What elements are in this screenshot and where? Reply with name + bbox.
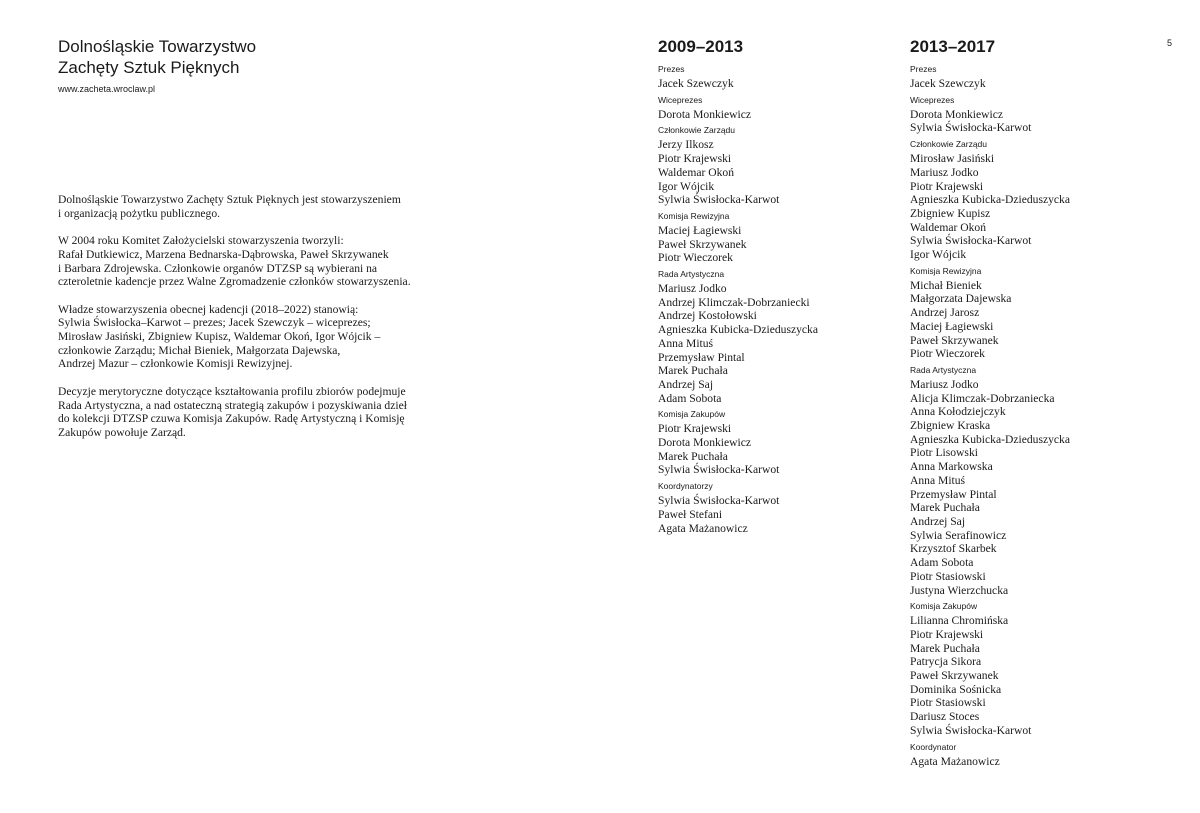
member-name: Anna Mituś xyxy=(658,336,714,350)
member-name: Piotr Stasiowski xyxy=(910,696,986,710)
term-title: 2009–2013 xyxy=(658,37,744,56)
organization-title-line: Zachęty Sztuk Pięknych xyxy=(58,58,240,77)
section-label: Koordynator xyxy=(910,741,957,752)
name-list xyxy=(910,77,1150,91)
name-list xyxy=(910,152,1150,262)
section-label: Rada Artystyczna xyxy=(910,364,977,375)
member-name: Dariusz Stoces xyxy=(910,710,980,724)
member-name: Mariusz Jodko xyxy=(910,377,979,391)
name-list xyxy=(910,279,1150,361)
name-list xyxy=(910,755,1150,769)
intro-line: Zakupów powołuje Zarząd. xyxy=(58,425,186,439)
section-label: Członkowie Zarządu xyxy=(910,139,988,150)
name-list xyxy=(658,224,898,265)
intro-line: Sylwia Świsłocka–Karwot – prezes; Jacek Szewczyk – wiceprezes; xyxy=(58,316,371,330)
section-label: Prezes xyxy=(658,64,685,74)
section-label: Członkowie Zarządu xyxy=(658,125,736,136)
member-name: Michał Bieniek xyxy=(910,278,982,292)
intro-line: Decyzje merytoryczne dotyczące kształtowania profilu zbiorów podejmuje xyxy=(58,384,406,398)
member-name: Mirosław Jasiński xyxy=(910,152,995,166)
member-name: Andrzej Kostołowski xyxy=(658,309,757,323)
intro-line: Andrzej Mazur – członkowie Komisji Rewizyjnej. xyxy=(58,357,293,371)
member-name: Anna Markowska xyxy=(910,460,993,474)
member-name: Piotr Krajewski xyxy=(910,627,984,641)
member-name: Marek Puchała xyxy=(658,449,728,463)
intro-paragraph xyxy=(58,385,438,440)
member-name: Piotr Krajewski xyxy=(910,179,984,193)
member-name: Przemysław Pintal xyxy=(658,350,745,364)
section-label: Komisja Zakupów xyxy=(658,409,726,420)
intro-line: Rada Artystyczna, a nad ostateczną strategią zakupów i pozyskiwania dzieł xyxy=(58,398,407,412)
intro-line: Dolnośląskie Towarzystwo Zachęty Sztuk Pięknych jest stowarzyszeniem xyxy=(58,193,401,206)
organization-title-line: Dolnośląskie Towarzystwo xyxy=(58,37,257,56)
member-name: Agnieszka Kubicka-Dzieduszycka xyxy=(658,323,818,337)
intro-paragraph xyxy=(58,303,438,372)
member-name: Waldemar Okoń xyxy=(658,165,735,179)
member-name: Waldemar Okoń xyxy=(910,220,987,234)
section-label: Komisja Zakupów xyxy=(910,601,978,612)
name-list xyxy=(910,108,1150,135)
name-list xyxy=(658,108,898,122)
page-number: 5 xyxy=(1167,38,1173,48)
member-name: Piotr Wieczorek xyxy=(658,251,733,265)
member-name: Zbigniew Kupisz xyxy=(910,206,991,220)
intro-line: członkowie Zarządu; Michał Bieniek, Małgorzata Dajewska, xyxy=(58,343,341,357)
member-name: Lilianna Chromińska xyxy=(910,614,1009,628)
member-name: Dominika Sośnicka xyxy=(910,682,1002,696)
member-name: Agnieszka Kubicka-Dzieduszycka xyxy=(910,432,1070,446)
term-column-2009-2013 xyxy=(658,36,898,539)
member-name: Krzysztof Skarbek xyxy=(910,542,997,556)
member-name: Dorota Monkiewicz xyxy=(658,107,752,121)
intro-line: i organizacją pożytku publicznego. xyxy=(58,206,221,220)
member-name: Zbigniew Kraska xyxy=(910,419,991,433)
member-name: Małgorzata Dajewska xyxy=(910,292,1012,306)
section-label: Koordynatorzy xyxy=(658,481,713,492)
member-name: Przemysław Pintal xyxy=(910,487,997,501)
member-name: Paweł Skrzywanek xyxy=(910,333,999,347)
member-name: Paweł Skrzywanek xyxy=(910,669,999,683)
member-name: Andrzej Saj xyxy=(658,377,714,391)
name-list xyxy=(910,614,1150,737)
member-name: Marek Puchała xyxy=(658,364,728,378)
name-list xyxy=(658,494,898,535)
member-name: Sylwia Serafinowicz xyxy=(910,528,1007,542)
term-title: 2013–2017 xyxy=(910,37,996,56)
member-name: Jacek Szewczyk xyxy=(658,77,734,90)
member-name: Agnieszka Kubicka-Dzieduszycka xyxy=(910,193,1070,207)
member-name: Mariusz Jodko xyxy=(910,165,979,179)
member-name: Sylwia Świsłocka-Karwot xyxy=(658,193,780,207)
intro-line: i Barbara Zdrojewska. Członkowie organów DTZSP są wybierani na xyxy=(58,261,378,275)
intro-paragraph xyxy=(58,234,438,289)
intro-paragraph xyxy=(58,193,438,220)
member-name: Andrzej Saj xyxy=(910,514,966,528)
member-name: Alicja Klimczak-Dobrzaniecka xyxy=(910,391,1055,405)
organization-title xyxy=(58,36,256,78)
member-name: Igor Wójcik xyxy=(910,248,967,262)
member-name: Sylwia Świsłocka-Karwot xyxy=(658,494,780,508)
member-name: Agata Mażanowicz xyxy=(910,754,1000,768)
name-list xyxy=(658,282,898,405)
name-list xyxy=(658,422,898,477)
member-name: Dorota Monkiewicz xyxy=(910,107,1004,121)
section-label: Rada Artystyczna xyxy=(658,269,725,280)
member-name: Piotr Lisowski xyxy=(910,446,978,460)
member-name: Sylwia Świsłocka-Karwot xyxy=(910,234,1032,248)
member-name: Patrycja Sikora xyxy=(910,655,982,669)
member-name: Maciej Łagiewski xyxy=(658,223,742,237)
intro-line: Władze stowarzyszenia obecnej kadencji (2018–2022) stanowią: xyxy=(58,302,359,316)
member-name: Igor Wójcik xyxy=(658,179,715,193)
section-label: Komisja Rewizyjna xyxy=(658,210,730,221)
section-label: Prezes xyxy=(910,64,937,74)
intro-text xyxy=(58,193,438,453)
organization-url: www.zacheta.wroclaw.pl xyxy=(58,84,156,94)
member-name: Andrzej Jarosz xyxy=(910,306,980,320)
member-name: Piotr Stasiowski xyxy=(910,569,986,583)
member-name: Adam Sobota xyxy=(658,391,722,405)
member-name: Paweł Stefani xyxy=(658,507,723,521)
name-list xyxy=(658,77,898,91)
member-name: Jerzy Ilkosz xyxy=(658,138,714,152)
member-name: Jacek Szewczyk xyxy=(910,77,986,90)
member-name: Dorota Monkiewicz xyxy=(658,436,752,450)
intro-line: czteroletnie kadencje przez Walne Zgromadzenie członków stowarzyszenia. xyxy=(58,275,411,289)
member-name: Piotr Krajewski xyxy=(658,422,732,436)
name-list xyxy=(658,138,898,207)
member-name: Anna Mituś xyxy=(910,473,966,487)
section-label: Komisja Rewizyjna xyxy=(910,265,982,276)
member-name: Marek Puchała xyxy=(910,501,980,515)
member-name: Paweł Skrzywanek xyxy=(658,237,747,251)
name-list xyxy=(910,378,1150,597)
member-name: Anna Kołodziejczyk xyxy=(910,405,1006,419)
member-name: Sylwia Świsłocka-Karwot xyxy=(910,723,1032,737)
intro-line: do kolekcji DTZSP czuwa Komisja Zakupów. Radę Artystyczną i Komisję xyxy=(58,412,405,426)
intro-line: Mirosław Jasiński, Zbigniew Kupisz, Waldemar Okoń, Igor Wójcik – xyxy=(58,330,381,343)
member-name: Sylwia Świsłocka-Karwot xyxy=(658,463,780,477)
member-name: Justyna Wierzchucka xyxy=(910,583,1009,597)
member-name: Adam Sobota xyxy=(910,556,974,570)
section-label: Wiceprezes xyxy=(910,94,955,105)
member-name: Sylwia Świsłocka-Karwot xyxy=(910,121,1032,135)
member-name: Piotr Wieczorek xyxy=(910,347,985,361)
section-label: Wiceprezes xyxy=(658,94,703,105)
intro-line: W 2004 roku Komitet Założycielski stowarzyszenia tworzyli: xyxy=(58,234,344,248)
member-name: Marek Puchała xyxy=(910,641,980,655)
member-name: Piotr Krajewski xyxy=(658,152,732,166)
member-name: Maciej Łagiewski xyxy=(910,319,994,333)
member-name: Mariusz Jodko xyxy=(658,282,727,296)
intro-line: Rafał Dutkiewicz, Marzena Bednarska-Dąbrowska, Paweł Skrzywanek xyxy=(58,247,389,261)
term-column-2013-2017 xyxy=(910,36,1150,772)
member-name: Agata Mażanowicz xyxy=(658,521,748,535)
member-name: Andrzej Klimczak-Dobrzaniecki xyxy=(658,295,810,309)
